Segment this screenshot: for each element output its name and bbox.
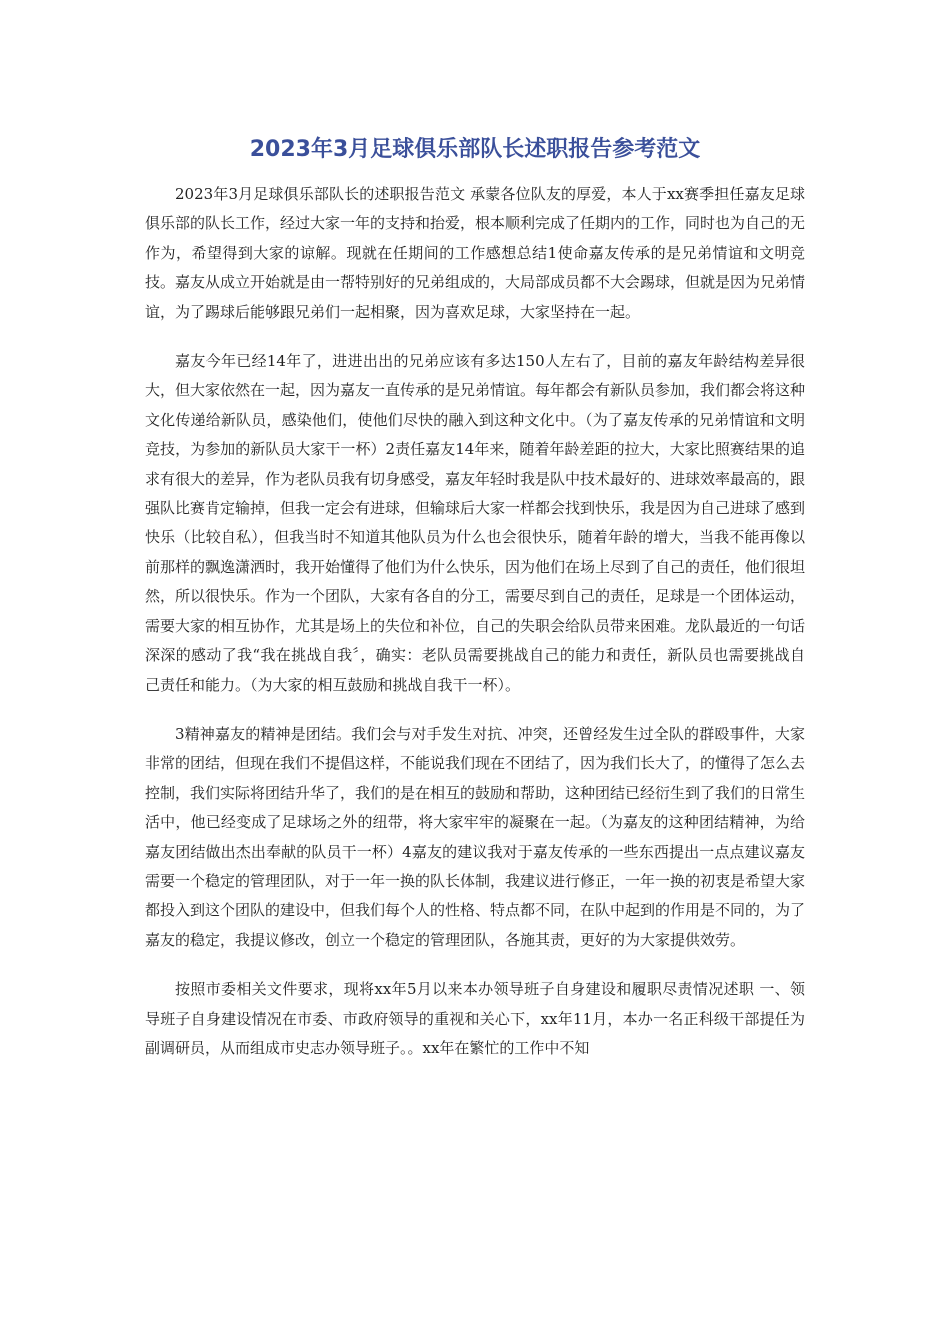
paragraph-4: 按照市委相关文件要求，现将xx年5月以来本办领导班子自身建设和履职尽责情况述职 一、领导班子自身建设情况在市委、市政府领导的重视和关心下，xx年11月，本办一名正科级干部提任为副调研员，从而组成市史志办领导班子。。xx年在繁忙的工作中不知 [145,980,805,1057]
paragraph-2: 嘉友今年已经14年了，进进出出的兄弟应该有多达150人左右了，目前的嘉友年龄结构差异很大，但大家依然在一起，因为嘉友一直传承的是兄弟情谊。每年都会有新队员参加，我们都会将这种文化传递给新队员，感染他们，使他们尽快的融入到这种文化中。（为了嘉友传承的兄弟情谊和文明竞技，为参加的新队员大家干一杯）2责任嘉友14年来，随着年龄差距的拉大，大家比照赛结果的追求有很大的差异，作为老队员我有切身感受，嘉友年轻时我是队中技术最好的、进球效率最高的，跟强队比赛肯定输掉，但我一定会有进球，但输球后大家一样都会找到快乐，我是因为自己进球了感到快乐（比较自私），但我当时不知道其他队员为什么也会很快乐，随着年龄的增大，当我不能再像以前那样的飘逸潇洒时，我开始懂得了他们为什么快乐，因为他们在场上尽到了自己的责任，他们很坦然，所以很快乐。作为一个团队，大家有各自的分工，需要尽到自己的责任，足球是一个团体运动，需要大家的相互协作，尤其是场上的失位和补位，自己的失职会给队员带来困难。龙队最近的一句话深深的感动了我“我在挑战自我〞，确实：老队员需要挑战自己的能力和责任，新队员也需要挑战自己责任和能力。（为大家的相互鼓励和挑战自我干一杯）。 [145,352,806,694]
paragraph-3: 3精神嘉友的精神是团结。我们会与对手发生对抗、冲突，还曾经发生过全队的群殴事件，大家非常的团结，但现在我们不提倡这样，不能说我们现在不团结了，因为我们长大了，的懂得了怎么去控制，我们实际将团结升华了，我们的是在相互的鼓励和帮助，这种团结已经衍生到了我们的日常生活中，他已经变成了足球场之外的纽带，将大家牢牢的凝聚在一起。（为嘉友的这种团结精神，为给嘉友团结做出杰出奉献的队员干一杯）4嘉友的建议我对于嘉友传承的一些东西提出一点点建议嘉友需要一个稳定的管理团队，对于一年一换的队长体制，我建议进行修正，一年一换的初衷是希望大家都投入到这个团队的建设中，但我们每个人的性格、特点都不同，在队中起到的作用是不同的，为了嘉友的稳定，我提议修改，创立一个稳定的管理团队，各施其责，更好的为大家提供效劳。 [145,724,806,949]
document-title: 2023年3月足球俱乐部队长述职报告参考范文 [249,137,701,162]
paragraph-1: 2023年3月足球俱乐部队长的述职报告范文 承蒙各位队友的厚爱，本人于xx赛季担任嘉友足球俱乐部的队长工作，经过大家一年的支持和抬爱，根本顺利完成了任期内的工作，同时也为自己的无作为，希望得到大家的谅解。现就在任期间的工作感想总结1使命嘉友传承的是兄弟情谊和文明竞技。嘉友从成立开始就是由一帮特别好的兄弟组成的，大局部成员都不大会踢球，但就是因为兄弟情谊，为了踢球后能够跟兄弟们一起相聚，因为喜欢足球，大家坚持在一起。 [145,185,806,321]
document-body [145,180,805,1083]
